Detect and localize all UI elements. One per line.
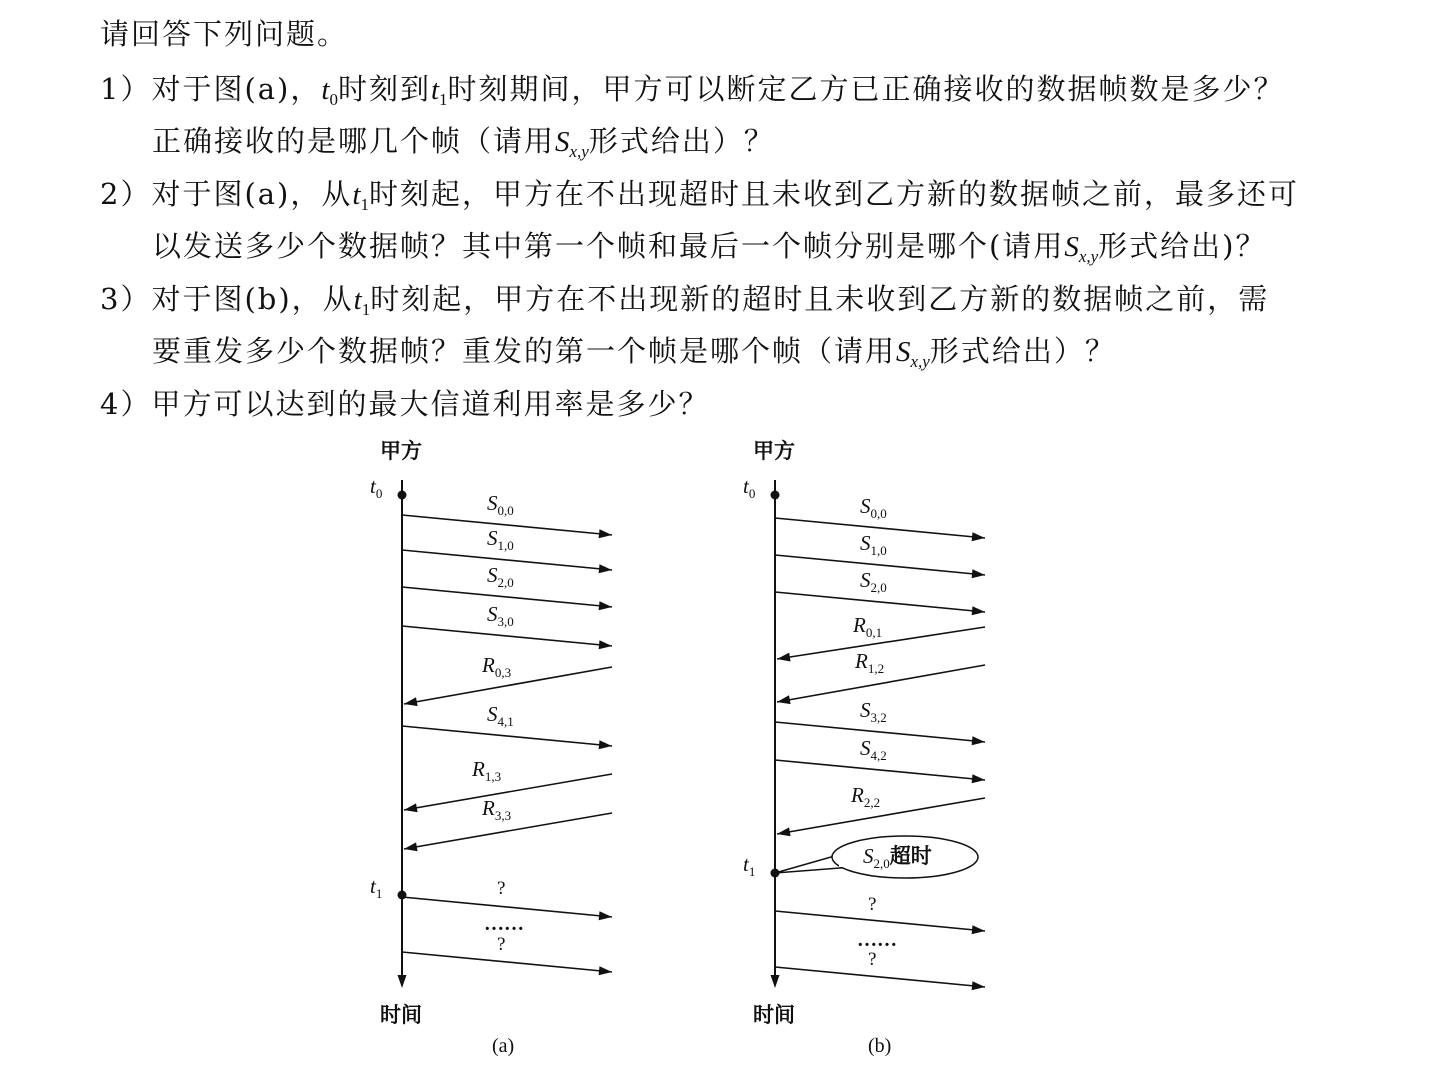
frame-arrowhead <box>599 640 612 649</box>
intro-line <box>100 12 348 53</box>
q1-text-b: 时刻到 <box>337 72 431 106</box>
unknown-frame-label: ? <box>497 878 506 899</box>
frame-label: $R_{1,2}$ <box>855 649 885 676</box>
q2-text-c: 以发送多少个数据帧？其中第一个帧和最后一个帧分别是哪个(请用 <box>152 229 1065 263</box>
ellipsis: …… <box>484 913 524 935</box>
frame-label: $S_{0,0}$ <box>487 491 514 518</box>
party-label: 甲方 <box>380 439 422 463</box>
time-axis-arrowhead <box>398 975 407 988</box>
t1-label: $t_1$ <box>743 852 756 879</box>
diagram-caption: (a) <box>492 1035 515 1057</box>
frame-arrow <box>775 592 985 612</box>
frame-label: $R_{0,3}$ <box>482 653 512 680</box>
question-2-number: 2） <box>100 177 152 211</box>
question-1-line-1 <box>100 67 1285 110</box>
frame-arrow <box>775 967 985 987</box>
frame-arrow <box>775 722 985 742</box>
frame-label: $S_{3,2}$ <box>860 698 887 725</box>
t1-symbol: $t_1$ <box>352 179 369 214</box>
q2-text-a: 对于图(a)，从 <box>151 177 353 211</box>
question-3-line-1 <box>100 277 1269 320</box>
time-axis-arrowhead <box>771 975 780 988</box>
frame-label: $S_{3,0}$ <box>487 602 514 629</box>
frame-arrowhead <box>599 740 612 749</box>
time-axis-label: 时间 <box>753 1003 795 1027</box>
callout-gap <box>839 853 855 867</box>
frame-arrow <box>402 515 612 535</box>
party-label: 甲方 <box>753 439 795 463</box>
sxy-symbol: $S_{x,y}$ <box>1064 231 1099 266</box>
question-4-number: 4） <box>100 387 152 421</box>
frame-arrow <box>402 626 612 646</box>
q1-text-a: 对于图(a)， <box>151 72 322 106</box>
frame-arrow <box>402 952 612 972</box>
frame-label: $S_{2,0}$ <box>487 563 514 590</box>
q3-text-b: 时刻起，甲方在不出现新的超时且未收到乙方新的数据帧之前，需 <box>370 282 1270 316</box>
frame-arrow <box>402 726 612 746</box>
t1-symbol: $t_1$ <box>430 74 448 109</box>
t0-symbol: $t_0$ <box>321 74 338 109</box>
frame-arrowhead <box>599 564 612 573</box>
frame-label: $R_{2,2}$ <box>851 783 881 810</box>
frame-arrowhead <box>972 774 985 783</box>
frame-label: $R_{0,1}$ <box>853 613 883 640</box>
q3-text-c: 要重发多少个数据帧？重发的第一个帧是哪个帧（请用 <box>152 334 897 368</box>
frame-label: $S_{1,0}$ <box>860 531 887 558</box>
frame-arrowhead <box>599 966 612 975</box>
question-2-line-2 <box>152 224 1267 267</box>
unknown-frame-label: ? <box>497 934 506 955</box>
frame-label: $S_{4,2}$ <box>860 736 887 763</box>
frame-arrow <box>404 774 612 810</box>
question-1-number: 1） <box>100 72 152 106</box>
timing-diagram-b <box>715 430 1035 1060</box>
t0-dot <box>398 491 407 500</box>
frame-label: $S_{1,0}$ <box>487 526 514 553</box>
frame-arrowhead <box>404 697 418 706</box>
frame-arrowhead <box>599 601 612 610</box>
q3-text-d: 形式给出）？ <box>929 334 1116 368</box>
frame-arrow <box>775 911 985 931</box>
frame-label: $R_{1,3}$ <box>472 757 502 784</box>
frame-arrow <box>775 760 985 780</box>
frame-arrow <box>777 798 985 834</box>
sxy-symbol: $S_{x,y}$ <box>896 336 930 371</box>
timeout-callout-label: $S_{2,0}$超时 <box>863 844 932 871</box>
unknown-frame-label: ? <box>868 894 877 915</box>
frame-label: $S_{0,0}$ <box>860 494 887 521</box>
q1-text-c: 时刻期间，甲方可以断定乙方已正确接收的数据帧数是多少？ <box>447 72 1285 106</box>
frame-arrow <box>775 555 985 575</box>
frame-label: $R_{3,3}$ <box>482 796 512 823</box>
t0-label: $t_0$ <box>743 474 756 501</box>
question-4-line-1 <box>100 382 709 423</box>
frame-arrowhead <box>972 569 985 578</box>
frame-arrowhead <box>972 532 985 541</box>
intro-text: 请回答下列问题。 <box>100 17 349 51</box>
q2-text-d: 形式给出)？ <box>1098 229 1267 263</box>
frame-arrow <box>775 518 985 538</box>
t1-label: $t_1$ <box>370 874 383 901</box>
question-3-number: 3） <box>100 282 152 316</box>
unknown-frame-label: ? <box>868 949 877 970</box>
t1-dot <box>398 891 407 900</box>
sxy-symbol: $S_{x,y}$ <box>555 126 589 161</box>
question-2-line-1 <box>100 172 1299 215</box>
frame-label: $S_{2,0}$ <box>860 568 887 595</box>
frame-arrowhead <box>404 803 418 812</box>
frame-arrowhead <box>777 653 791 662</box>
question-3-line-2 <box>152 329 1116 372</box>
q4-text-a: 甲方可以达到的最大信道利用率是多少？ <box>151 387 710 421</box>
frame-arrow <box>402 587 612 607</box>
frame-arrowhead <box>777 695 791 704</box>
frame-arrowhead <box>599 911 612 920</box>
frame-arrowhead <box>404 842 418 851</box>
frame-arrowhead <box>972 925 985 934</box>
timing-diagram-a <box>340 430 660 1060</box>
frame-arrow <box>402 550 612 570</box>
frame-arrowhead <box>777 827 791 836</box>
time-axis-label: 时间 <box>380 1003 422 1027</box>
frame-label: $S_{4,1}$ <box>487 702 514 729</box>
q1-text-d: 正确接收的是哪几个帧（请用 <box>152 124 556 158</box>
t1-symbol: $t_1$ <box>353 284 371 319</box>
t0-dot <box>771 491 780 500</box>
frame-arrowhead <box>599 529 612 538</box>
diagram-caption: (b) <box>868 1035 892 1057</box>
frame-arrowhead <box>972 606 985 615</box>
t0-label: $t_0$ <box>370 474 383 501</box>
q2-text-b: 时刻起，甲方在不出现超时且未收到乙方新的数据帧之前，最多还可 <box>368 177 1299 211</box>
ellipsis: …… <box>857 929 897 951</box>
frame-arrowhead <box>972 981 985 990</box>
q1-text-e: 形式给出）？ <box>588 124 775 158</box>
frame-arrowhead <box>972 736 985 745</box>
question-1-line-2 <box>152 119 775 162</box>
q3-text-a: 对于图(b)，从 <box>151 282 354 316</box>
